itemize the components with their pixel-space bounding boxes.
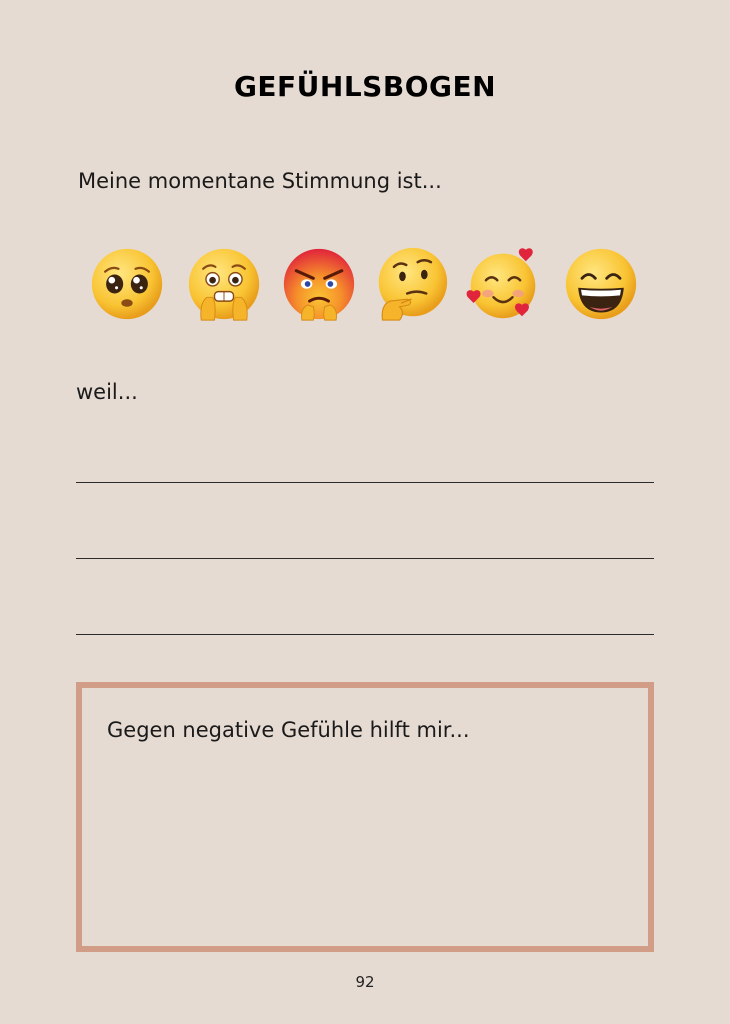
writing-line[interactable]: [76, 558, 654, 559]
page-title: GEFÜHLSBOGEN: [233, 70, 497, 103]
writing-line[interactable]: [76, 634, 654, 635]
smiling-face-with-hearts-icon[interactable]: [465, 246, 541, 322]
angry-face-icon[interactable]: [281, 246, 357, 322]
page-number: 92: [355, 973, 375, 991]
coping-box-label: Gegen negative Gefühle hilft mir...: [107, 718, 470, 742]
grinning-face-icon[interactable]: [563, 246, 639, 322]
coping-box[interactable]: [76, 682, 654, 952]
pleading-face-icon[interactable]: [89, 246, 165, 322]
because-prompt: weil...: [76, 380, 138, 404]
fearful-face-icon[interactable]: [186, 246, 262, 322]
writing-line[interactable]: [76, 482, 654, 483]
emoji-row: [89, 246, 649, 326]
thinking-face-icon[interactable]: [373, 246, 449, 322]
mood-prompt: Meine momentane Stimmung ist...: [78, 169, 442, 193]
